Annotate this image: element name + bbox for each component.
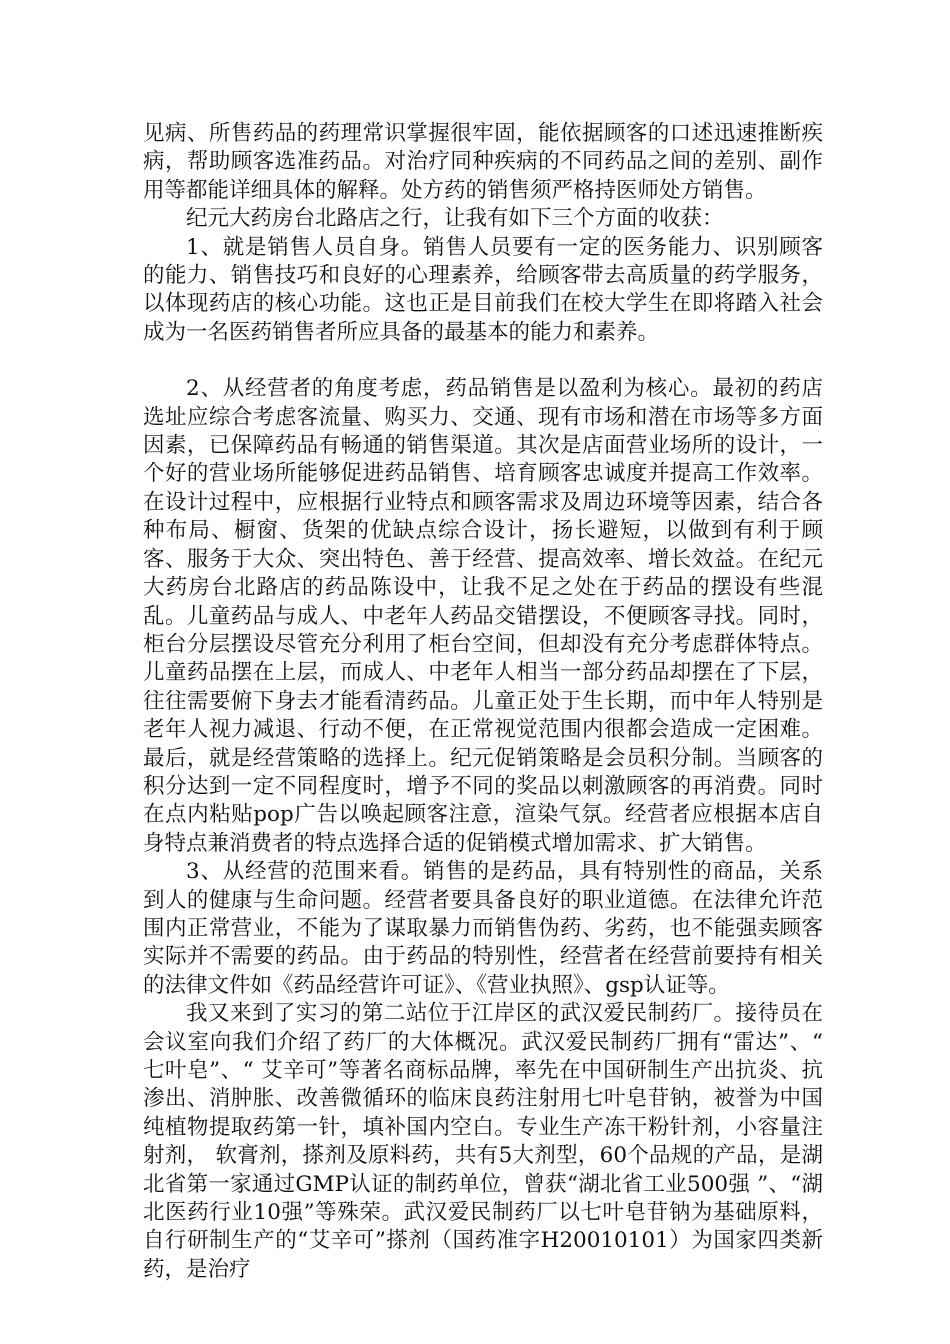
paragraph-5: 3、从经营的范围来看。销售的是药品，具有特别性的商品，关系到人的健康与生命问题。经营者要具备良好的职业道德。在法律允许范围内正常营业，不能为了谋取暴力而销售伪药、劣药，也不能强卖顾客实际并不需要的药品。由于药品的特别性，经营者在经营前要持有相关的法律文件如《药品经营许可证》、《营业执照》、gsp认证等。	[143, 859, 823, 998]
document-body	[143, 120, 823, 1284]
paragraph-2: 纪元大药房台北路店之行，让我有如下三个方面的收获：	[186, 206, 724, 232]
paragraph-4: 2、从经营者的角度考虑，药品销售是以盈利为核心。最初的药店选址应综合考虑客流量、购买力、交通、现有市场和潜在市场等多方面因素，已保障药品有畅通的销售渠道。其次是店面营业场所的设计，一个好的营业场所能够促进药品销售、培育顾客忠诚度并提高工作效率。在设计过程中，应根据行业特点和顾客需求及周边环境等因素，结合各种布局、橱窗、货架的优缺点综合设计，扬长避短，以做到有利于顾客、服务于大众、突出特色、善于经营、提高效率、增长效益。在纪元大药房台北路店的药品陈设中，让我不足之处在于药品的摆设有些混乱。儿童药品与成人、中老年人药品交错摆设，不便顾客寻找。同时，柜台分层摆设尽管充分利用了柜台空间，但却没有充分考虑群体特点。儿童药品摆在上层，而成人、中老年人相当一部分药品却摆在了下层，往往需要俯下身去才能看清药品。儿童正处于生长期，而中年人特别是老年人视力减退、行动不便，在正常视觉范围内很都会造成一定困难。最后，就是经营策略的选择上。纪元促销策略是会员积分制。当顾客的积分达到一定不同程度时，增予不同的奖品以刺激顾客的再消费。同时在点内粘贴pop广告以唤起顾客注意，渲染气氛。经营者应根据本店自身特点兼消费者的特点选择合适的促销模式增加需求、扩大销售。	[143, 376, 823, 856]
paragraph-3: 1、就是销售人员自身。销售人员要有一定的医务能力、识别顾客的能力、销售技巧和良好的心理素养，给顾客带去高质量的药学服务，以体现药店的核心功能。这也正是目前我们在校大学生在即将踏入社会成为一名医药销售者所应具备的最基本的能力和素养。	[143, 234, 823, 345]
paragraph-6: 我又来到了实习的第二站位于江岸区的武汉爱民制药厂。接待员在会议室向我们介绍了药厂的大体概况。武汉爱民制药厂拥有“雷达”、“ 七叶皂”、“ 艾辛可”等著名商标品牌，率先在中国研制生产出抗炎、抗渗出、消肿胀、改善微循环的临床良药注射用七叶皂苷钠，被誉为中国纯植物提取药第一针，填补国内空白。专业生产冻干粉针剂，小容量注射剂， 软膏剂，搽剂及原料药，共有5大剂型，60个品规的产品，是湖北省第一家通过GMP认证的制药单位，曾获“湖北省工业500强 ”、“湖北医药行业10强”等殊荣。武汉爱民制药厂以七叶皂苷钠为基础原料，自行研制生产的“艾辛可”搽剂（国药准字H20010101）为国家四类新药，是治疗	[143, 1001, 823, 1282]
paragraph-1: 见病、所售药品的药理常识掌握很牢固，能依据顾客的口述迅速推断疾病，帮助顾客选准药品。对治疗同种疾病的不同药品之间的差别、副作用等都能详细具体的解释。处方药的销售须严格持医师处方销售。	[143, 121, 823, 203]
